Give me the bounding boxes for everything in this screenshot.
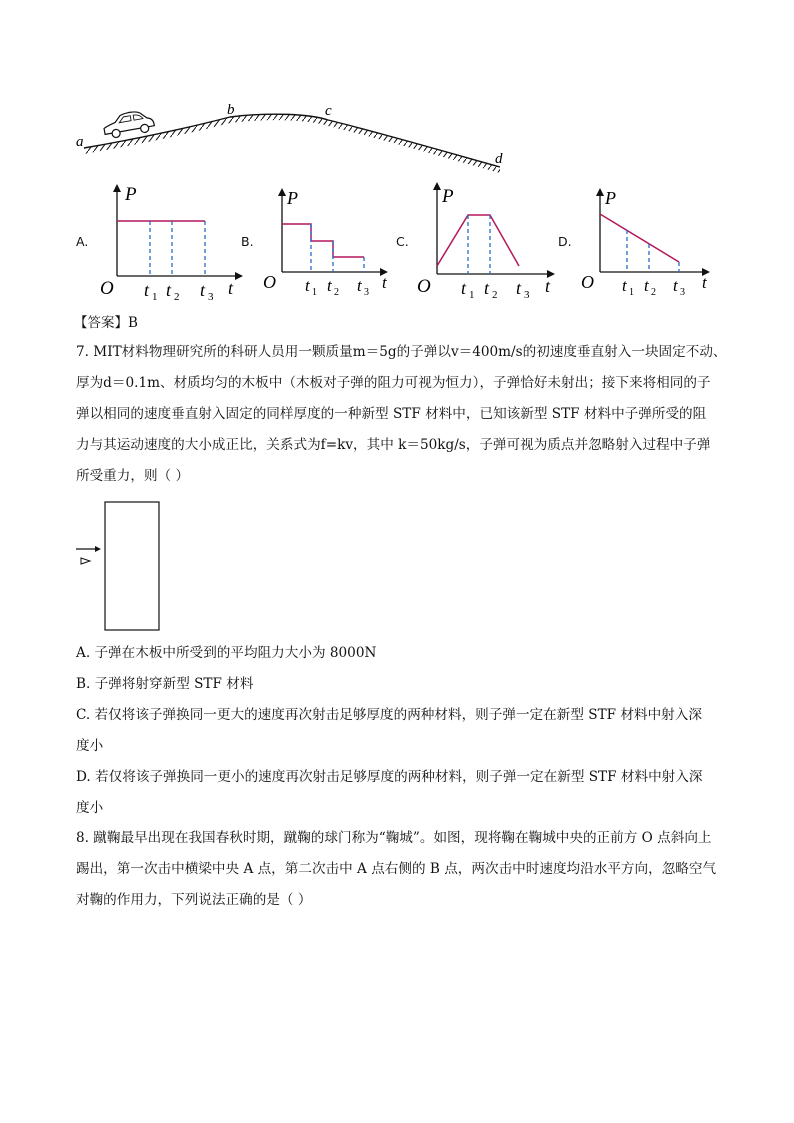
graph-b-t1: t (305, 276, 310, 295)
graph-d-t-axis: t (702, 273, 707, 292)
q7-line-5: 所受重力，则（ ） (76, 468, 190, 484)
graph-d-t3-sub: 3 (680, 287, 685, 298)
graph-b-letter: B. (241, 234, 254, 249)
q7-option-c-line2: 度小 (76, 738, 104, 754)
q7-line-2: 厚为d＝0.1m、材质均匀的木板中（木板对子弹的阻力可视为恒力），子弹恰好未射出；接下来将相同的子 (76, 375, 711, 391)
graph-d-letter: D. (558, 234, 572, 249)
graph-b-t1-sub: 1 (312, 287, 317, 298)
graph-c-letter: C. (396, 234, 409, 249)
graph-c-t-axis: t (545, 276, 551, 296)
graph-c-t3: t (516, 278, 522, 298)
graph-b-p-label: P (287, 188, 298, 208)
q7-option-b: B. 子弹将射穿新型 STF 材料 (76, 676, 254, 692)
graph-d-origin: O (581, 272, 594, 292)
car-icon (102, 109, 155, 140)
graph-a-t1: t (144, 280, 150, 300)
q7-option-c-line1: C. 若仅将该子弹换同一更大的速度再次射击足够厚度的两种材料，则子弹一定在新型 STF 材料中射入深 (76, 707, 702, 723)
answer-label: 【答案】B (74, 315, 138, 331)
graph-c-origin: O (417, 276, 431, 297)
graph-a-t2: t (166, 280, 172, 300)
graph-b (260, 182, 395, 300)
point-a-label: a (76, 134, 84, 150)
graph-d-t2-sub: 2 (651, 287, 656, 298)
graph-c-t1: t (461, 278, 467, 298)
q7-option-d-line1: D. 若仅将该子弹换同一更小的速度再次射击足够厚度的两种材料，则子弹一定在新型 STF 材料中射入深 (76, 769, 703, 785)
graph-d-t3: t (673, 276, 678, 295)
graph-c-t2-sub: 2 (492, 289, 498, 300)
q7-option-a: A. 子弹在木板中所受到的平均阻力大小为 8000N (76, 645, 377, 661)
q7-line-4: 力与其运动速度的大小成正比，关系式为f=kv，其中 k＝50kg/s，子弹可视为质点并忽略射入过程中子弹 (76, 437, 711, 453)
graph-b-t3: t (357, 276, 362, 295)
bullet-icon (81, 558, 90, 564)
graph-a (95, 180, 250, 300)
graph-b-t3-sub: 3 (364, 287, 369, 298)
graph-c-t2: t (484, 278, 490, 298)
question-7-options (76, 638, 724, 824)
q8-line-3: 对鞠的作用力，下列说法正确的是（ ） (76, 892, 312, 908)
q8-line-1: 8. 蹴鞠最早出现在我国春秋时期，蹴鞠的球门称为“鞠城”。如图，现将鞠在鞠城中央的正前方 O 点斜向上 (76, 830, 712, 846)
graph-d (578, 182, 718, 300)
graph-a-origin: O (100, 278, 114, 299)
graph-c (415, 178, 565, 300)
graph-c-power-line (437, 215, 519, 266)
q7-line-3: 弹以相同的速度垂直射入固定的同样厚度的一种新型 STF 材料中，已知该新型 STF 材料中子弹所受的阻 (76, 406, 707, 422)
graph-a-letter: A. (76, 234, 89, 249)
bullet-board-figure (74, 500, 166, 632)
graph-d-p-label: P (605, 188, 616, 208)
hill-road-figure (70, 95, 520, 175)
graph-c-t1-sub: 1 (469, 289, 475, 300)
q7-line-1: 7. MIT材料物理研究所的科研人员用一颗质量m＝5g的子弹以v＝400m/s的初速度垂直射入一块固定不动、 (76, 344, 727, 360)
wood-board (105, 502, 159, 630)
graph-d-t1: t (622, 276, 627, 295)
graph-b-power-line (282, 224, 364, 257)
graph-b-t2-sub: 2 (334, 287, 339, 298)
q8-line-2: 踢出，第一次击中横梁中央 A 点，第二次击中 A 点右侧的 B 点，两次击中时速度均沿水平方向，忽略空气 (76, 861, 717, 877)
point-c-label: c (325, 103, 332, 119)
graph-b-t2: t (327, 276, 332, 295)
graph-a-t-axis: t (228, 278, 234, 298)
question-7-stem (76, 337, 727, 492)
point-b-label: b (227, 102, 235, 118)
graph-a-t3-sub: 3 (208, 291, 214, 300)
graph-a-t1-sub: 1 (152, 291, 158, 300)
q7-option-d-line2: 度小 (76, 800, 104, 816)
question-8-stem (76, 823, 724, 916)
graph-c-p-label: P (442, 186, 454, 207)
point-d-label: d (495, 151, 503, 167)
graph-d-power-line (600, 214, 679, 262)
graph-b-origin: O (263, 272, 276, 292)
graph-a-t3: t (200, 280, 206, 300)
graph-d-t2: t (644, 276, 649, 295)
graph-a-t2-sub: 2 (174, 291, 180, 300)
graph-c-t3-sub: 3 (524, 289, 530, 300)
graph-a-p-label: P (125, 184, 137, 205)
graph-d-t1-sub: 1 (629, 287, 634, 298)
graph-b-t-axis: t (382, 273, 387, 292)
